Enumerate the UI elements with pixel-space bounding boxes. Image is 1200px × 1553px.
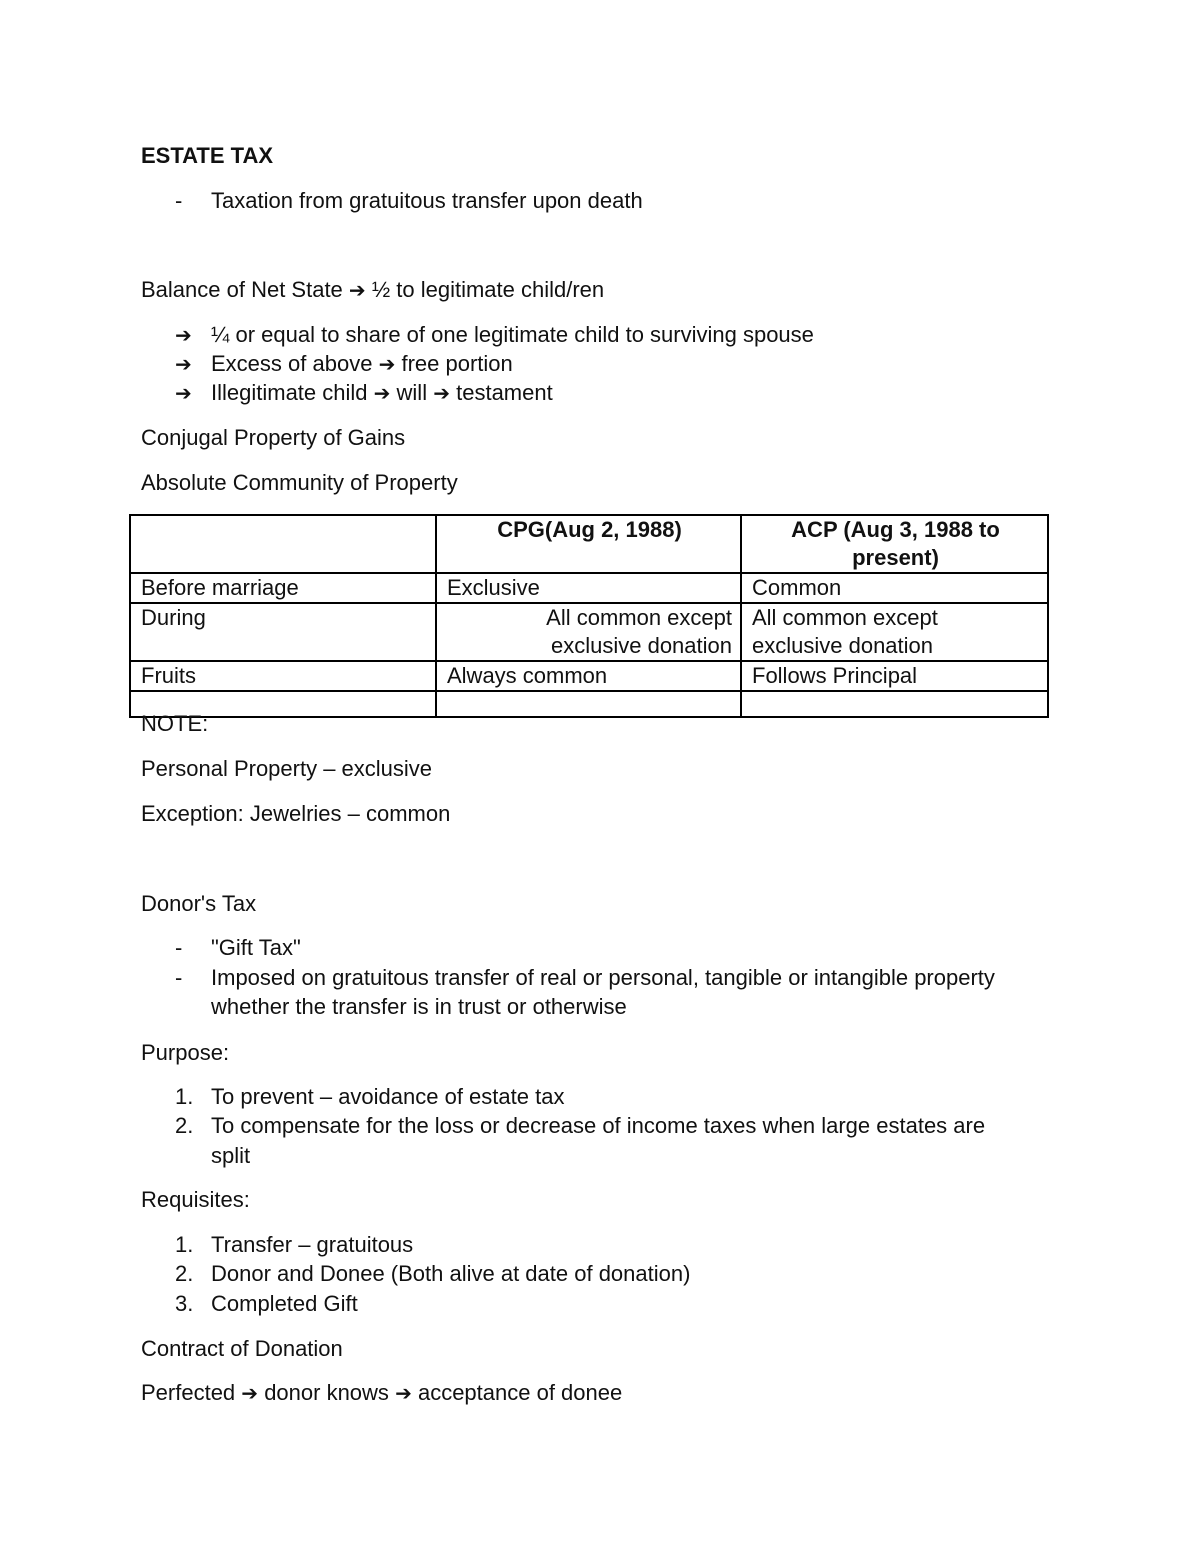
balance-share: ½ to legitimate child/ren <box>371 277 605 302</box>
note-personal-property: Personal Property – exclusive <box>141 756 433 781</box>
table-row <box>130 661 1048 691</box>
table-cell-label: Fruits <box>130 661 436 691</box>
list-number: 2. <box>175 1261 194 1286</box>
table-header-cpg: CPG(Aug 2, 1988) <box>436 515 741 573</box>
arrow-right-icon: ➔ <box>373 381 391 405</box>
arrow-right-icon: ➔ <box>433 381 450 405</box>
list-number: 1. <box>175 1084 194 1109</box>
purpose-item: To compensate for the loss or decrease of income taxes when large estates are <box>211 1113 986 1138</box>
requisite-item: Transfer – gratuitous <box>211 1232 414 1257</box>
donor-imposed-line1: Imposed on gratuitous transfer of real or personal, tangible or intangible property <box>211 965 995 990</box>
arrow-item-text: free portion <box>401 351 513 376</box>
bullet-dash: - <box>175 188 183 213</box>
acp-heading: Absolute Community of Property <box>141 470 458 495</box>
arrow-list-item <box>175 350 192 378</box>
table-row <box>130 603 1048 661</box>
contract-heading: Contract of Donation <box>141 1336 343 1361</box>
purpose-item: To prevent – avoidance of estate tax <box>211 1084 565 1109</box>
list-number: 3. <box>175 1291 194 1316</box>
list-number: 2. <box>175 1113 194 1138</box>
arrow-item-text: will <box>396 380 428 405</box>
note-heading: NOTE: <box>141 711 209 736</box>
table-cell-label: During <box>130 603 436 661</box>
arrow-list-item <box>175 379 192 407</box>
table-header-row <box>130 515 1048 573</box>
list-number: 1. <box>175 1232 194 1257</box>
table-header-cell <box>130 515 436 573</box>
table-header-acp: ACP (Aug 3, 1988 to present) <box>741 515 1048 573</box>
requisite-item: Completed Gift <box>211 1291 358 1316</box>
page-title: ESTATE TAX <box>141 143 273 168</box>
purpose-item-continued: split <box>211 1143 251 1168</box>
arrow-list-item <box>175 321 192 349</box>
arrow-right-icon: ➔ <box>395 1381 412 1405</box>
arrow-right-icon: ➔ <box>348 278 366 302</box>
arrow-item-spouse-share: ¼ or equal to share of one legitimate child to surviving spouse <box>211 322 814 347</box>
table-cell-acp: All common except exclusive donation <box>741 603 1048 661</box>
table-cell-label: Before marriage <box>130 573 436 603</box>
table-cell-cpg: All common except exclusive donation <box>436 603 741 661</box>
balance-net-estate-line <box>141 276 604 304</box>
purpose-heading: Purpose: <box>141 1040 230 1065</box>
table-cell-cpg: Exclusive <box>436 573 741 603</box>
table-row <box>130 573 1048 603</box>
arrow-right-icon: ➔ <box>175 323 192 347</box>
arrow-right-icon: ➔ <box>378 352 396 376</box>
donor-imposed-line2: whether the transfer is in trust or otherwise <box>211 994 627 1019</box>
arrow-item-illegitimate <box>211 379 553 407</box>
donor-tax-heading: Donor's Tax <box>141 891 257 916</box>
arrow-item-text: testament <box>456 380 553 405</box>
table-cell-cpg: Always common <box>436 661 741 691</box>
arrow-right-icon: ➔ <box>241 1381 259 1405</box>
arrow-item-text: Excess of above <box>211 351 373 376</box>
arrow-right-icon: ➔ <box>175 381 192 405</box>
bullet-dash: - <box>175 935 183 960</box>
requisite-item: Donor and Donee (Both alive at date of donation) <box>211 1261 691 1286</box>
table-cell-acp <box>741 691 1048 717</box>
arrow-item-free-portion <box>211 350 513 378</box>
table-cell-acp: Follows Principal <box>741 661 1048 691</box>
bullet-dash: - <box>175 965 183 990</box>
arrow-right-icon: ➔ <box>175 352 192 376</box>
property-regime-table <box>129 514 1049 718</box>
perfected-text: acceptance of donee <box>417 1380 623 1405</box>
note-exception: Exception: Jewelries – common <box>141 801 451 826</box>
perfected-text: Perfected <box>141 1380 236 1405</box>
balance-label: Balance of Net State <box>141 277 343 302</box>
cpg-heading: Conjugal Property of Gains <box>141 425 406 450</box>
perfected-line <box>141 1379 622 1407</box>
perfected-text: donor knows <box>264 1380 389 1405</box>
donor-gift-tax: "Gift Tax" <box>211 935 301 960</box>
table-cell-acp: Common <box>741 573 1048 603</box>
arrow-item-text: Illegitimate child <box>211 380 368 405</box>
requisites-heading: Requisites: <box>141 1187 250 1212</box>
estate-tax-definition: Taxation from gratuitous transfer upon death <box>211 188 643 213</box>
table-cell-cpg <box>436 691 741 717</box>
table-row <box>130 691 1048 717</box>
